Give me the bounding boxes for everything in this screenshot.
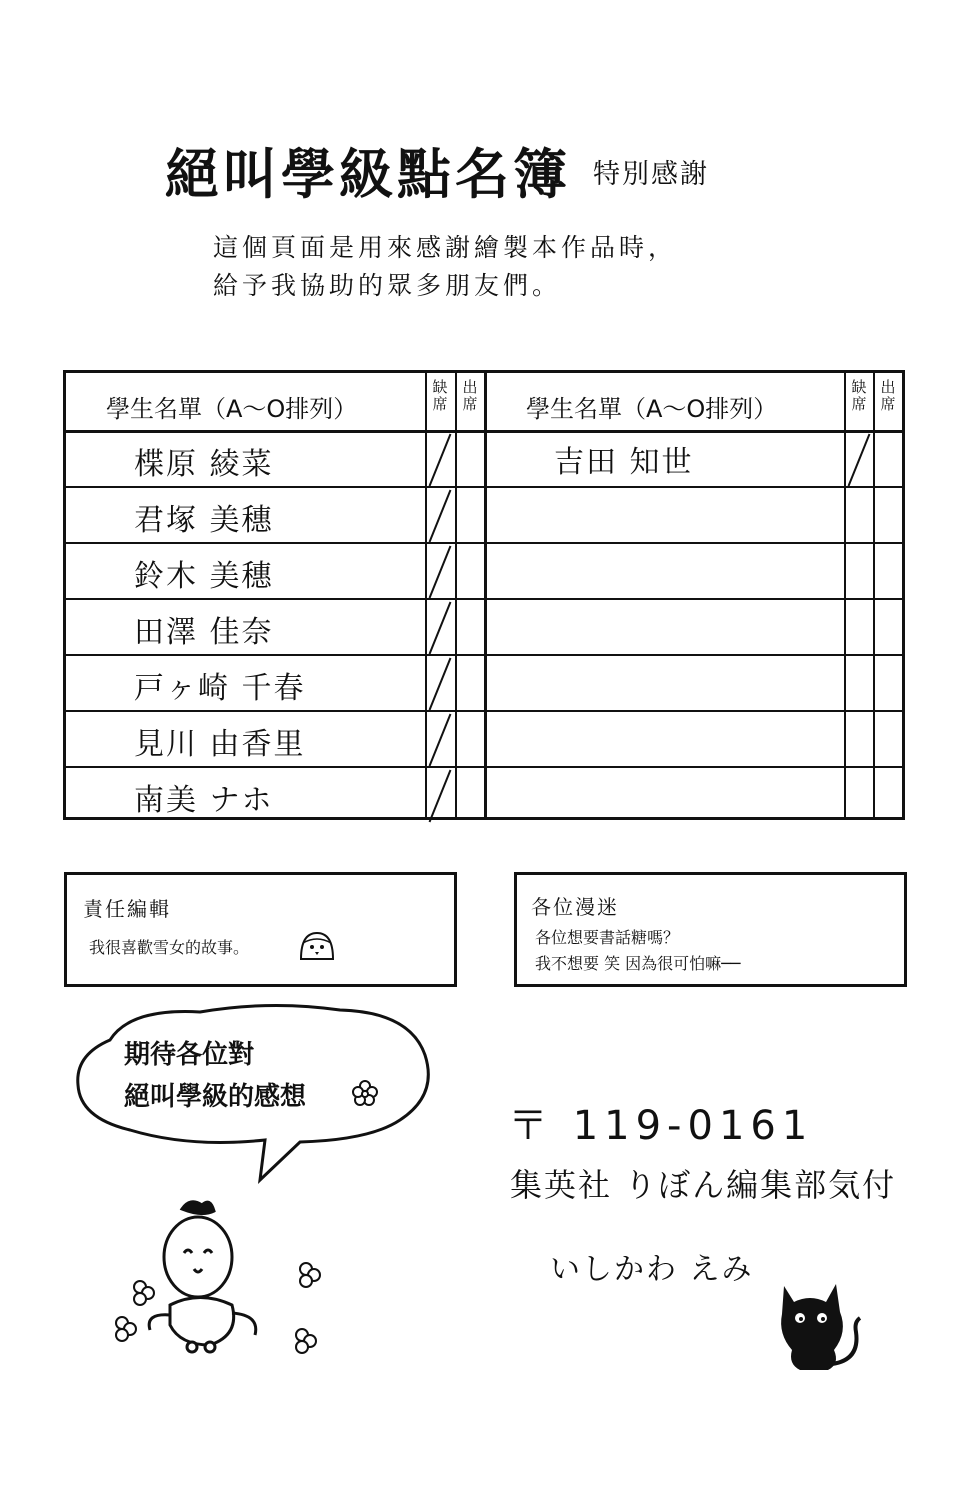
bubble-line-2: 絕叫學級的感想 (124, 1082, 307, 1112)
row-divider (66, 710, 902, 712)
readers-box-title: 各位漫迷 (531, 895, 619, 919)
readers-line-2: 我不想要 笑 因為很可怕嘛── (535, 954, 741, 973)
column-divider (484, 373, 487, 817)
student-name: 見川 由香里 (134, 727, 306, 762)
flower-icon (352, 1080, 378, 1106)
absent-mark (429, 658, 452, 711)
absent-mark (848, 434, 871, 487)
editor-box-title: 責任編輯 (83, 897, 171, 921)
absent-label: 缺席 (432, 378, 448, 413)
absent-mark (429, 434, 452, 487)
row-divider (66, 542, 902, 544)
mascot-character (110, 1195, 340, 1370)
header-divider (66, 430, 902, 433)
absent-mark (429, 714, 452, 767)
page-subtitle: 特別感謝 (593, 159, 709, 190)
column-divider (844, 373, 846, 817)
student-name: 戸ヶ崎 千春 (134, 671, 306, 706)
intro-line-1: 這個頁面是用來感謝繪製本作品時， (213, 233, 678, 262)
student-name: 君塚 美穗 (134, 503, 274, 538)
present-label: 出席 (880, 378, 896, 413)
student-name: 田澤 佳奈 (134, 615, 274, 650)
roster-header-left: 學生名單（A～O排列） (106, 395, 358, 423)
postal-code: 〒 119-0161 (508, 1103, 814, 1149)
row-divider (66, 486, 902, 488)
student-name: 鈴木 美穗 (134, 559, 274, 594)
page-title: 絕叫學級點名簿 (165, 142, 571, 206)
mailing-address: 集英社 りぼん編集部気付 (510, 1166, 897, 1204)
absent-label: 缺席 (851, 378, 867, 413)
readers-box (514, 872, 907, 987)
absent-mark (429, 546, 452, 599)
chick-face-icon (297, 929, 337, 961)
present-label: 出席 (462, 378, 478, 413)
attendance-roster (63, 370, 905, 820)
absent-mark (429, 490, 452, 543)
student-name: 南美 ナホ (134, 783, 274, 818)
student-name: 吉田 知世 (554, 445, 694, 480)
bubble-line-1: 期待各位對 (124, 1040, 255, 1070)
column-divider (455, 373, 457, 817)
row-divider (66, 654, 902, 656)
black-cat-icon (770, 1272, 865, 1377)
roster-header-right: 學生名單（A～O排列） (526, 395, 778, 423)
column-divider (873, 373, 875, 817)
absent-mark (429, 770, 452, 823)
editor-box (64, 872, 457, 987)
intro-line-2: 給予我協助的眾多朋友們。 (213, 271, 562, 300)
column-divider (425, 373, 427, 817)
readers-line-1: 各位想要書話糖嗎？ (535, 928, 680, 947)
absent-mark (429, 602, 452, 655)
row-divider (66, 766, 902, 768)
author-name: いしかわ えみ (550, 1252, 754, 1287)
row-divider (66, 598, 902, 600)
student-name: 楪原 綾菜 (134, 447, 274, 482)
editor-message: 我很喜歡雪女的故事。 (89, 938, 250, 957)
